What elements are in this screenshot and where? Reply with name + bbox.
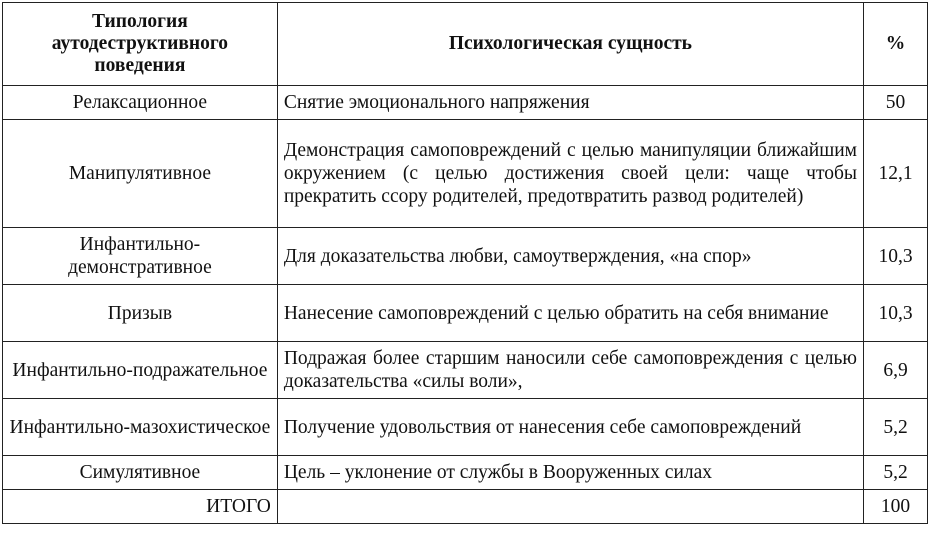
- essence-cell: Для доказательства любви, самоутверждения, «на спор»: [277, 228, 863, 285]
- total-essence-cell: [277, 490, 863, 524]
- typology-cell: Симулятивное: [3, 456, 278, 490]
- percent-cell: 10,3: [864, 285, 928, 342]
- essence-cell: Демонстрация самоповреждений с целью манипуляции ближайшим окружением (с целью достижения своей цели: чаще чтобы прекратить ссору родителей, предотвратить развод родителей): [277, 120, 863, 228]
- typology-table: [2, 2, 928, 524]
- essence-cell: Снятие эмоционального напряжения: [277, 86, 863, 120]
- essence-cell: Цель – уклонение от службы в Вооруженных силах: [277, 456, 863, 490]
- percent-cell: 5,2: [864, 456, 928, 490]
- table-row: [3, 228, 928, 285]
- typology-cell: Инфантильно-подражательное: [3, 342, 278, 399]
- total-label: ИТОГО: [3, 490, 278, 524]
- percent-cell: 6,9: [864, 342, 928, 399]
- table-row: [3, 399, 928, 456]
- table-row: [3, 342, 928, 399]
- table-row: [3, 86, 928, 120]
- header-essence: Психологическая сущность: [277, 3, 863, 86]
- header-typology: Типология аутодеструктивного поведения: [3, 3, 278, 86]
- percent-cell: 50: [864, 86, 928, 120]
- essence-cell: Подражая более старшим наносили себе самоповреждения с целью доказательства «силы воли»,: [277, 342, 863, 399]
- table-header-row: [3, 3, 928, 86]
- typology-cell: Релаксационное: [3, 86, 278, 120]
- typology-cell: Инфантильно-демонстративное: [3, 228, 278, 285]
- total-row: [3, 490, 928, 524]
- header-percent: %: [864, 3, 928, 86]
- table-row: [3, 456, 928, 490]
- essence-cell: Нанесение самоповреждений с целью обратить на себя внимание: [277, 285, 863, 342]
- total-percent: 100: [864, 490, 928, 524]
- essence-cell: Получение удовольствия от нанесения себе самоповреждений: [277, 399, 863, 456]
- table-row: [3, 285, 928, 342]
- typology-cell: Манипулятивное: [3, 120, 278, 228]
- percent-cell: 5,2: [864, 399, 928, 456]
- percent-cell: 12,1: [864, 120, 928, 228]
- table-row: [3, 120, 928, 228]
- typology-cell: Призыв: [3, 285, 278, 342]
- typology-cell: Инфантильно-мазохистическое: [3, 399, 278, 456]
- percent-cell: 10,3: [864, 228, 928, 285]
